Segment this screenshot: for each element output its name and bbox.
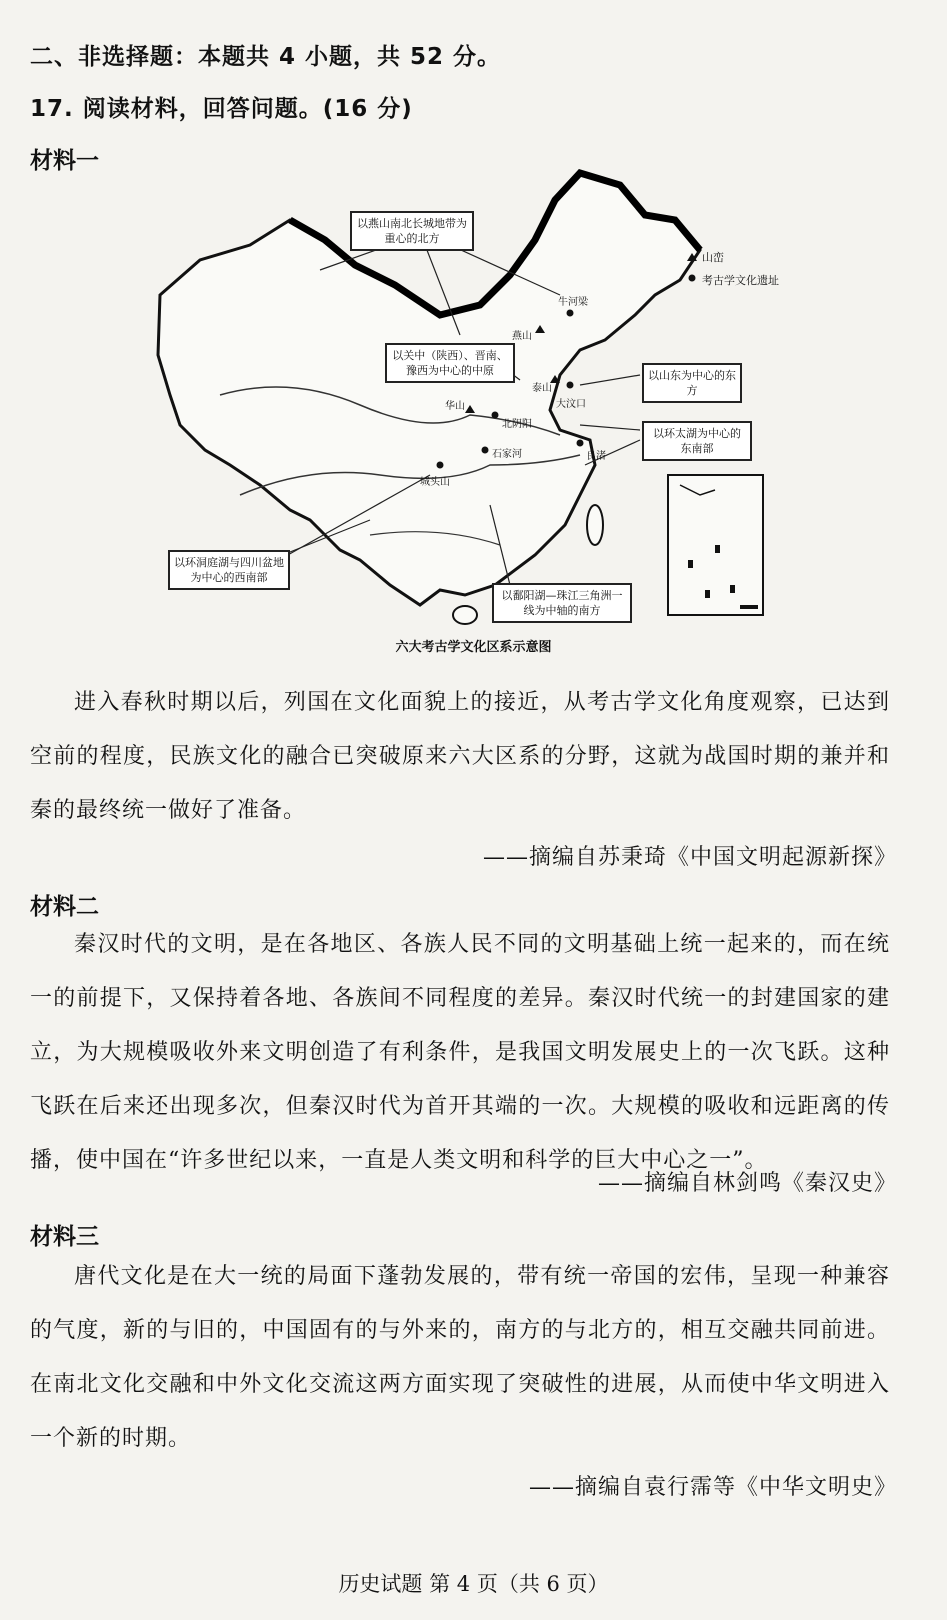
region-north: 以燕山南北长城地带为重心的北方 [350,211,474,251]
page-footer: 历史试题 第 4 页（共 6 页） [338,1572,609,1596]
region-southwest: 以环洞庭湖与四川盆地为中心的西南部 [168,550,290,590]
chengtoushan-site-icon [437,462,444,469]
legend-mountain: 山峦 [702,251,724,264]
taiwan-island [587,505,603,545]
place-liangzhu: 良渚 [586,451,606,462]
place-beiyinyang: 北阴阳 [502,419,532,430]
dawenkou-site-icon [567,382,574,389]
shijiahe-site-icon [482,447,489,454]
archaeology-map [140,165,800,635]
material2-title: 材料二 [30,894,99,920]
hainan-island [453,606,477,624]
niuheliang-site-icon [567,310,574,317]
liangzhu-site-icon [577,440,584,447]
place-chengtoushan: 城头山 [420,477,450,488]
material1-title: 材料一 [30,148,99,174]
section-heading: 二、非选择题：本题共 4 小题，共 52 分。 [30,44,502,70]
material2-source: ——摘编自林剑鸣《秦汉史》 [597,1171,897,1196]
material3-title: 材料三 [30,1224,99,1250]
legend-site-icon [689,275,696,282]
material1-source: ——摘编自苏秉琦《中国文明起源新探》 [482,845,897,870]
region-southeast: 以环太湖为中心的东南部 [642,421,752,461]
place-niuheliang: 牛河梁 [558,297,588,308]
map-caption: 六大考古学文化区系示意图 [395,640,552,655]
place-yanshan: 燕山 [512,331,532,342]
region-central: 以关中（陕西）、晋南、豫西为中心的中原 [385,343,515,383]
material1-text: 进入春秋时期以后，列国在文化面貌上的接近，从考古学文化角度观察，已达到空前的程度，民族文化的融合已突破原来六大区系的分野，这就为战国时期的兼并和秦的最终统一做好了准备。 [30,690,890,823]
region-east: 以山东为中心的东方 [642,363,742,403]
question-heading: 17. 阅读材料，回答问题。(16 分) [30,96,413,122]
material2-text: 秦汉时代的文明，是在各地区、各族人民不同的文明基础上统一起来的，而在统一的前提下，又保持着各地、各族间不同程度的差异。秦汉时代统一的封建国家的建立，为大规模吸收外来文明创造了有利条件，是我国文明发展史上的一次飞跃。这种飞跃在后来还出现多次，但秦汉时代为首开其端的一次。大规模的吸收和远距离的传播，使中国在“许多世纪以来，一直是人类文明和科学的巨大中心之一”。 [30,932,890,1173]
material3-text: 唐代文化是在大一统的局面下蓬勃发展的，带有统一帝国的宏伟，呈现一种兼容的气度，新的与旧的，中国固有的与外来的，南方的与北方的，相互交融共同前进。在南北文化交融和中外文化交流这两方面实现了突破性的进展，从而使中华文明进入一个新的时期。 [30,1264,890,1451]
place-huashan: 华山 [445,401,465,412]
place-taishan: 泰山 [532,383,552,394]
place-dawenkou: 大汶口 [556,399,586,410]
place-shijiahe: 石家河 [492,449,522,460]
material3-source: ——摘编自袁行霈等《中华文明史》 [528,1475,897,1500]
beiyinyang-site-icon [492,412,499,419]
legend-site: 考古学文化遗址 [702,274,779,287]
region-south: 以鄱阳湖—珠江三角洲一线为中轴的南方 [492,583,632,623]
